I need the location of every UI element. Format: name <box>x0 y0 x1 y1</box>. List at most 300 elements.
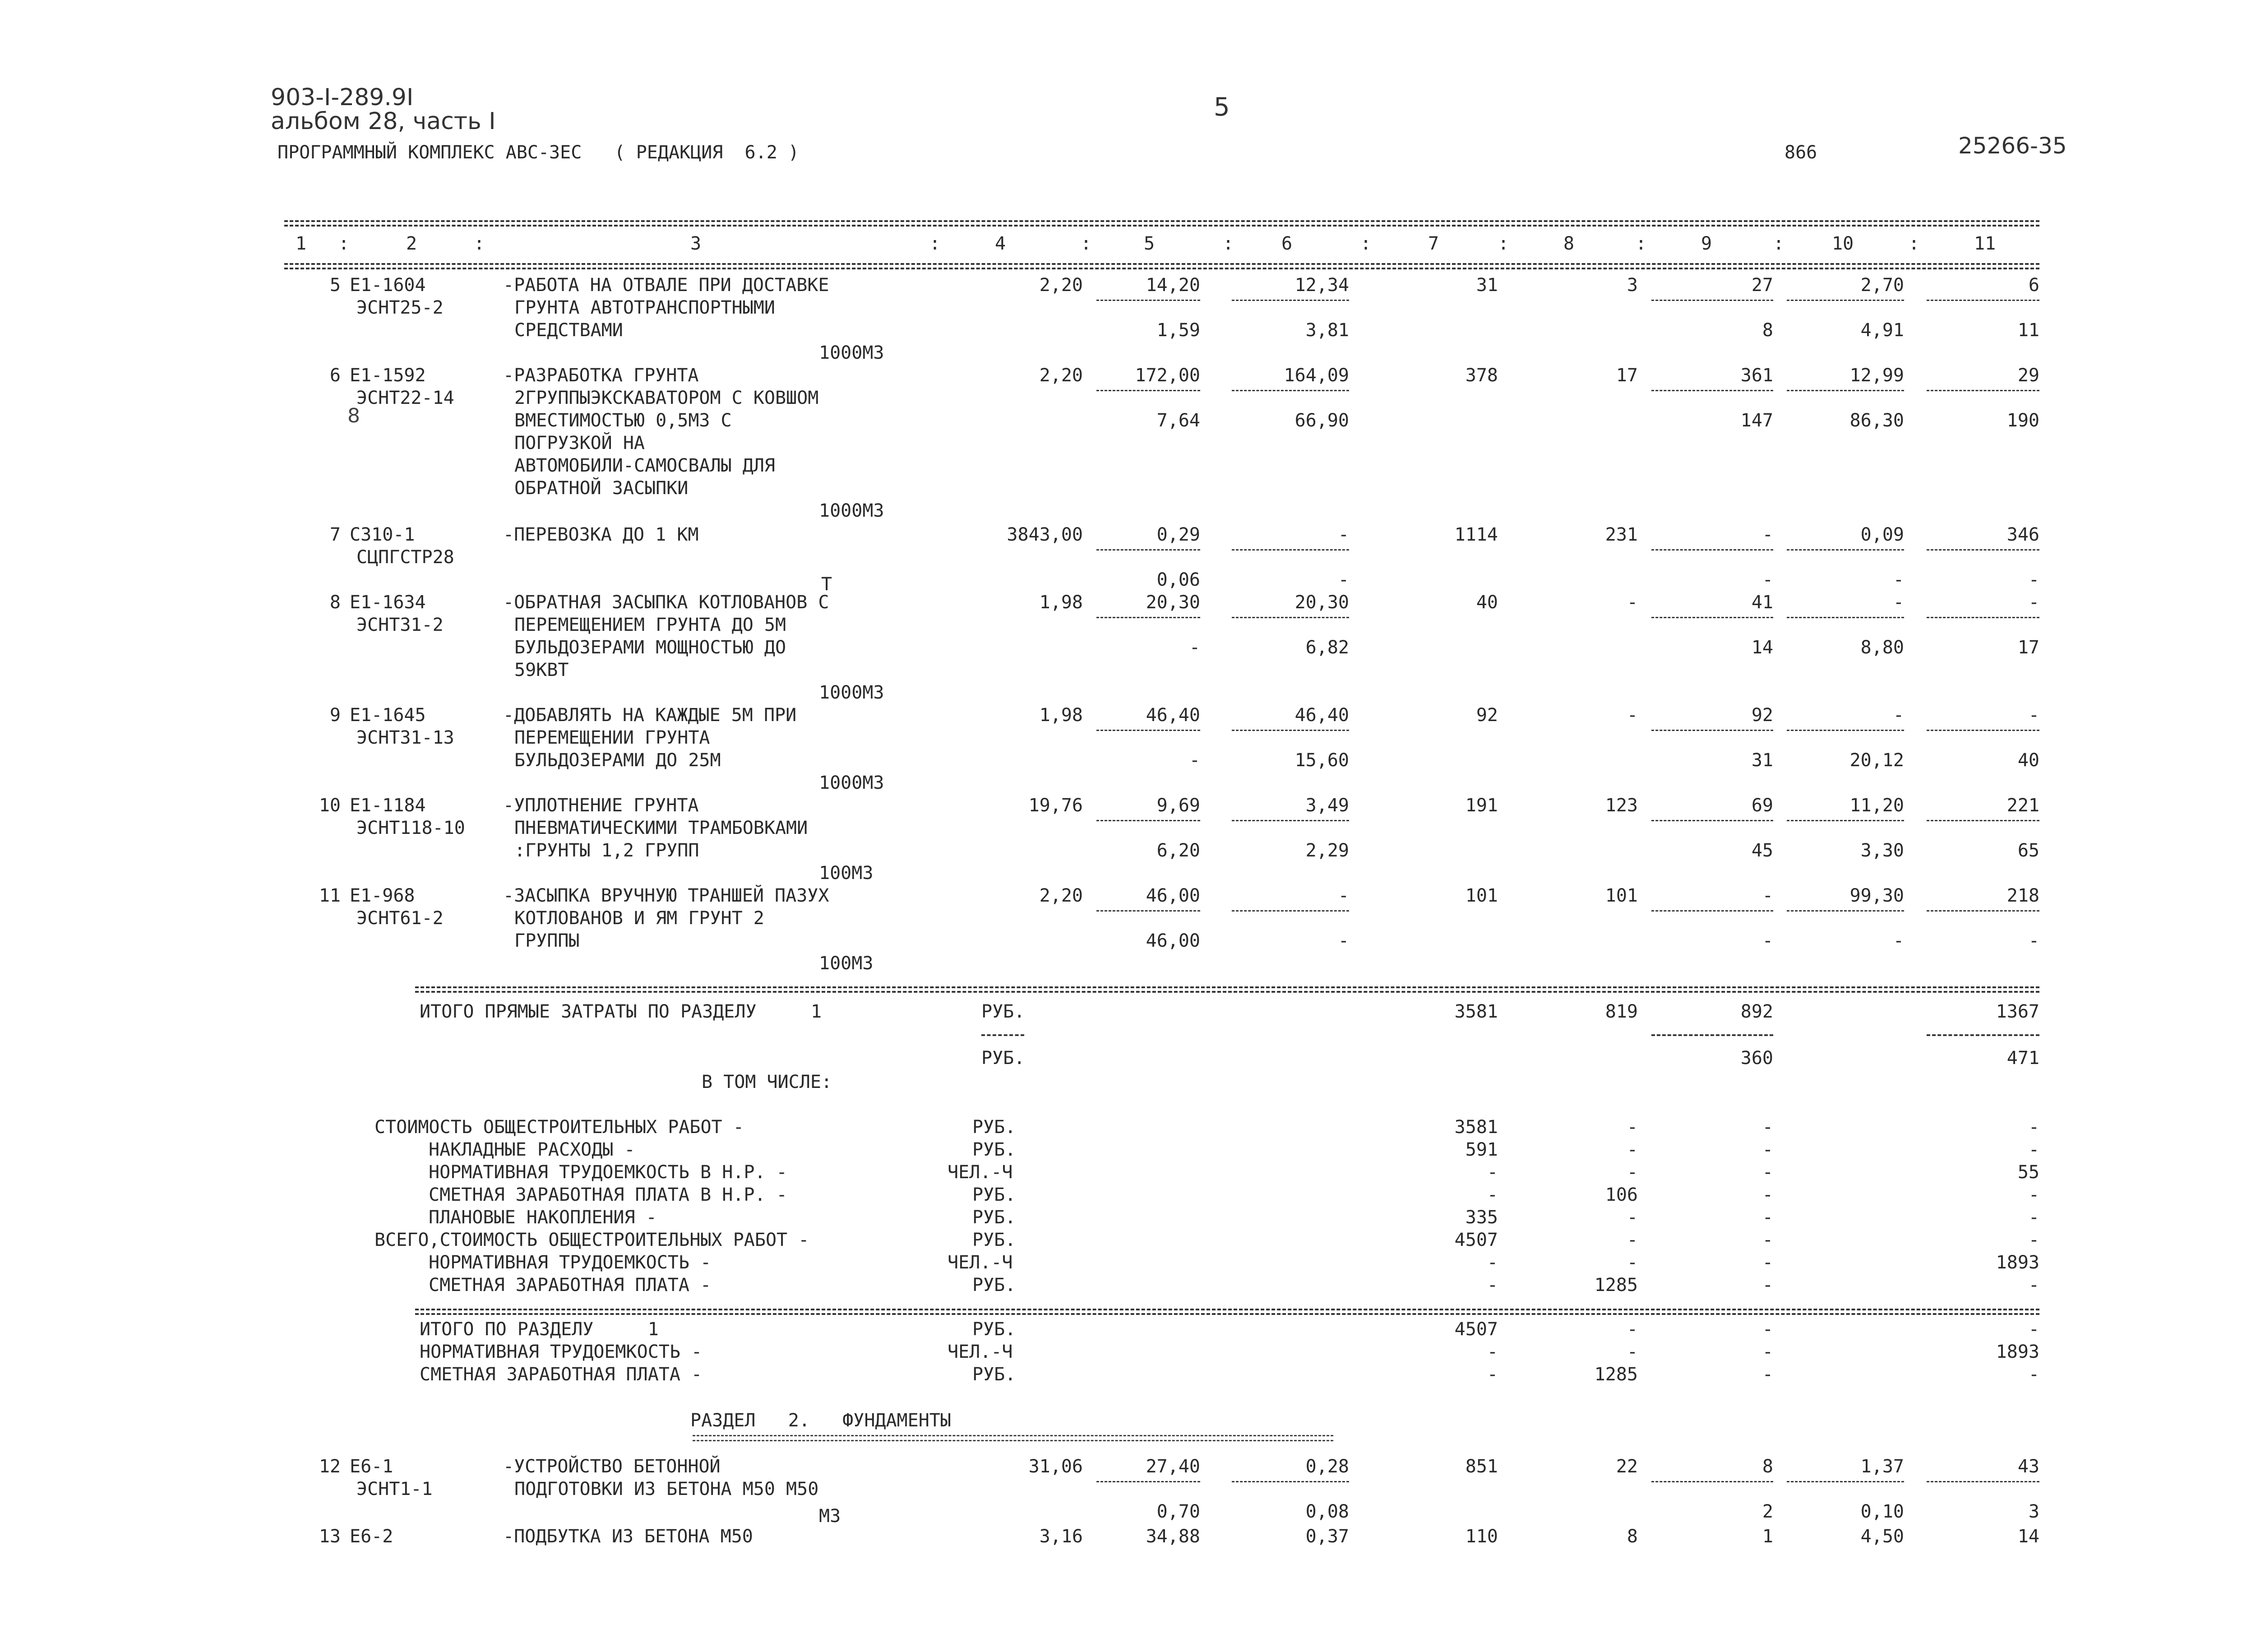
summary-c9: - <box>1762 1185 1773 1205</box>
work-description: БУЛЬДОЗЕРАМИ МОЩНОСТЬЮ ДО <box>514 637 786 658</box>
summary-c8: - <box>1627 1162 1638 1183</box>
direct-c11-underline <box>1927 1034 2039 1036</box>
col-header-6: 6 <box>1281 233 1293 254</box>
unit-measure: 100М3 <box>819 953 874 974</box>
value-c9a: - <box>1762 885 1773 906</box>
value-c8: 22 <box>1616 1456 1638 1477</box>
value-c6a: 46,40 <box>1294 705 1349 726</box>
summary-label: СМЕТНАЯ ЗАРАБОТНАЯ ПЛАТА В Н.Р. - <box>429 1185 787 1205</box>
summary-c8: - <box>1627 1342 1638 1362</box>
cell-divider <box>1096 617 1200 618</box>
value-c4: 1,98 <box>1039 592 1083 613</box>
value-c11a: 29 <box>2017 365 2039 386</box>
value-c10b: - <box>1893 930 1904 951</box>
value-c11b: 40 <box>2017 750 2039 771</box>
section-2-title-underline <box>693 1435 1333 1441</box>
value-c11b: 65 <box>2017 840 2039 861</box>
direct-costs-c7: 3581 <box>1454 1001 1498 1022</box>
summary-label: СМЕТНАЯ ЗАРАБОТНАЯ ПЛАТА - <box>429 1275 712 1296</box>
album-label: альбом 28, часть I <box>271 108 496 135</box>
value-c11a: 221 <box>2006 795 2039 816</box>
value-c6b: 3,81 <box>1305 320 1349 341</box>
cell-divider <box>1651 617 1773 618</box>
summary-c8: - <box>1627 1117 1638 1138</box>
value-c5a: 46,40 <box>1146 705 1200 726</box>
cell-divider <box>1651 820 1773 821</box>
value-c5a: 20,30 <box>1146 592 1200 613</box>
row-number: 8 <box>329 592 341 613</box>
section-total-rule-2 <box>415 1313 2039 1315</box>
summary-c8: 1285 <box>1594 1275 1638 1296</box>
cell-divider <box>1787 910 1904 912</box>
cell-divider <box>1927 1481 2039 1482</box>
value-c9a: 92 <box>1751 705 1773 726</box>
summary-c9: - <box>1762 1230 1773 1250</box>
summary-unit: РУБ. <box>972 1185 1016 1205</box>
value-c11b: - <box>2028 569 2039 590</box>
direct-c9-underline <box>1651 1034 1773 1036</box>
work-description: ВМЕСТИМОСТЬЮ 0,5М3 С <box>514 410 732 431</box>
summary-c9: - <box>1762 1207 1773 1228</box>
work-description: -ПЕРЕВОЗКА ДО 1 КМ <box>503 524 699 545</box>
col-sep: : <box>1909 233 1920 254</box>
handwritten-mark: 8 <box>347 404 360 427</box>
resource-code: Е1-1634 <box>350 592 426 613</box>
code-right: 25266-35 <box>1958 133 2067 159</box>
resource-code: Е1-1604 <box>350 275 426 296</box>
value-c11a: - <box>2028 592 2039 613</box>
value-c5a: 14,20 <box>1146 275 1200 296</box>
section-2-title: РАЗДЕЛ 2. ФУНДАМЕНТЫ <box>690 1410 951 1431</box>
value-c11b: 17 <box>2017 637 2039 658</box>
summary-c8: - <box>1627 1230 1638 1250</box>
direct-costs-unit-2: РУБ. <box>981 1048 1025 1069</box>
value-c7: 92 <box>1476 705 1498 726</box>
summary-c7: 4507 <box>1454 1230 1498 1250</box>
document-code: 903-I-289.9I <box>271 84 414 111</box>
value-c10a: 12,99 <box>1849 365 1904 386</box>
value-c4: 3,16 <box>1039 1526 1083 1547</box>
totals-rule-1 <box>415 986 2039 988</box>
summary-unit: ЧЕЛ.-Ч <box>948 1342 1013 1362</box>
cell-divider <box>1232 820 1349 821</box>
cell-divider <box>1787 1481 1904 1482</box>
summary-label: ИТОГО ПО РАЗДЕЛУ 1 <box>420 1319 659 1340</box>
cell-divider <box>1927 300 2039 301</box>
cell-divider <box>1927 390 2039 391</box>
work-description: ПЕРЕМЕЩЕНИЕМ ГРУНТА ДО 5М <box>514 615 786 635</box>
value-c9b: - <box>1762 930 1773 951</box>
summary-c11: - <box>2028 1230 2039 1250</box>
value-c10a: 1,37 <box>1860 1456 1904 1477</box>
value-c9b: 45 <box>1751 840 1773 861</box>
summary-label: СТОИМОСТЬ ОБЩЕСТРОИТЕЛЬНЫХ РАБОТ - <box>374 1117 744 1138</box>
resource-code: Е1-1592 <box>350 365 426 386</box>
value-c10b: 4,91 <box>1860 320 1904 341</box>
value-c6b: 2,29 <box>1305 840 1349 861</box>
value-c9a: 69 <box>1751 795 1773 816</box>
value-c11a: 346 <box>2006 524 2039 545</box>
value-c5a: 0,29 <box>1156 524 1200 545</box>
summary-label: НОРМАТИВНАЯ ТРУДОЕМКОСТЬ - <box>420 1342 703 1362</box>
cell-divider <box>1096 730 1200 731</box>
summary-unit: ЧЕЛ.-Ч <box>948 1252 1013 1273</box>
value-c9a: 361 <box>1740 365 1773 386</box>
cell-divider <box>1651 300 1773 301</box>
value-c11b: 190 <box>2006 410 2039 431</box>
cell-divider <box>1787 390 1904 391</box>
summary-c11: 1893 <box>1996 1252 2039 1273</box>
value-c10a: 2,70 <box>1860 275 1904 296</box>
norm-code: ЭСНТ25-2 <box>356 297 444 318</box>
col-sep: : <box>929 233 941 254</box>
norm-code: ЭСНТ61-2 <box>356 908 444 929</box>
unit-measure: М3 <box>819 1506 841 1527</box>
work-description: БУЛЬДОЗЕРАМИ ДО 25М <box>514 750 721 771</box>
direct-unit-underline <box>981 1034 1024 1036</box>
direct-costs-unit: РУБ. <box>981 1001 1025 1022</box>
cell-divider <box>1232 390 1349 391</box>
value-c8: - <box>1627 592 1638 613</box>
cell-divider <box>1232 730 1349 731</box>
summary-c7: - <box>1487 1364 1498 1385</box>
value-c7: 851 <box>1465 1456 1498 1477</box>
value-c4: 3843,00 <box>1007 524 1083 545</box>
unit-measure: Т <box>821 574 832 595</box>
value-c11b: - <box>2028 930 2039 951</box>
norm-code: ЭСНТ1-1 <box>356 1479 433 1499</box>
value-c5a: 9,69 <box>1156 795 1200 816</box>
summary-label: СМЕТНАЯ ЗАРАБОТНАЯ ПЛАТА - <box>420 1364 703 1385</box>
summary-c7: - <box>1487 1342 1498 1362</box>
value-c11a: 218 <box>2006 885 2039 906</box>
including-label: В ТОМ ЧИСЛЕ: <box>702 1072 832 1092</box>
value-c5b: 0,70 <box>1156 1501 1200 1522</box>
unit-measure: 1000М3 <box>819 682 884 703</box>
value-c8: 17 <box>1616 365 1638 386</box>
value-c10b: 0,10 <box>1860 1501 1904 1522</box>
work-description: -УПЛОТНЕНИЕ ГРУНТА <box>503 795 699 816</box>
work-description: ГРУНТА АВТОТРАНСПОРТНЫМИ <box>514 297 775 318</box>
value-c7: 101 <box>1465 885 1498 906</box>
work-description: -РАЗРАБОТКА ГРУНТА <box>503 365 699 386</box>
cell-divider <box>1232 549 1349 551</box>
summary-c11: - <box>2028 1139 2039 1160</box>
work-description: 59КВТ <box>514 660 569 680</box>
value-c6b: - <box>1338 569 1349 590</box>
value-c7: 378 <box>1465 365 1498 386</box>
col-header-10: 10 <box>1832 233 1854 254</box>
value-c8: 231 <box>1605 524 1638 545</box>
value-c6a: 3,49 <box>1305 795 1349 816</box>
value-c5b: 46,00 <box>1146 930 1200 951</box>
col-sep: : <box>474 233 485 254</box>
unit-measure: 1000М3 <box>819 342 884 363</box>
value-c8: - <box>1627 705 1638 726</box>
work-description: -ОБРАТНАЯ ЗАСЫПКА КОТЛОВАНОВ С <box>503 592 829 613</box>
summary-label: НАКЛАДНЫЕ РАСХОДЫ - <box>429 1139 635 1160</box>
col-sep: : <box>1636 233 1647 254</box>
value-c6a: 0,37 <box>1305 1526 1349 1547</box>
summary-c8: 1285 <box>1594 1364 1638 1385</box>
value-c6a: 12,34 <box>1294 275 1349 296</box>
summary-unit: РУБ. <box>972 1117 1016 1138</box>
value-c5a: 46,00 <box>1146 885 1200 906</box>
norm-code: СЦПГСТР28 <box>356 547 454 568</box>
summary-c8: - <box>1627 1319 1638 1340</box>
resource-code: С310-1 <box>350 524 415 545</box>
value-c9b: 8 <box>1762 320 1773 341</box>
work-description: ГРУППЫ <box>514 930 580 951</box>
summary-c7: - <box>1487 1275 1498 1296</box>
summary-label: ВСЕГО,СТОИМОСТЬ ОБЩЕСТРОИТЕЛЬНЫХ РАБОТ - <box>374 1230 809 1250</box>
work-description: ПОГРУЗКОЙ НА <box>514 433 645 453</box>
col-header-7: 7 <box>1428 233 1439 254</box>
row-number: 7 <box>329 524 341 545</box>
direct-costs-c9b: 360 <box>1740 1048 1773 1069</box>
value-c9b: 14 <box>1751 637 1773 658</box>
cell-divider <box>1232 617 1349 618</box>
header-rule-2 <box>284 268 2039 269</box>
value-c6b: 15,60 <box>1294 750 1349 771</box>
cell-divider <box>1927 617 2039 618</box>
direct-costs-label: ИТОГО ПРЯМЫЕ ЗАТРАТЫ ПО РАЗДЕЛУ 1 <box>420 1001 822 1022</box>
resource-code: Е1-968 <box>350 885 415 906</box>
page-number: 5 <box>1214 93 1230 122</box>
summary-c7: - <box>1487 1185 1498 1205</box>
summary-c9: - <box>1762 1139 1773 1160</box>
value-c6b: 6,82 <box>1305 637 1349 658</box>
cell-divider <box>1651 910 1773 912</box>
value-c10a: - <box>1893 592 1904 613</box>
cell-divider <box>1232 910 1349 912</box>
col-header-1: 1 <box>296 233 307 254</box>
value-c4: 19,76 <box>1028 795 1083 816</box>
summary-c8: - <box>1627 1207 1638 1228</box>
value-c10a: 11,20 <box>1849 795 1904 816</box>
cell-divider <box>1651 1481 1773 1482</box>
work-description: -РАБОТА НА ОТВАЛЕ ПРИ ДОСТАВКЕ <box>503 275 829 296</box>
value-c7: 191 <box>1465 795 1498 816</box>
value-c5a: 172,00 <box>1135 365 1200 386</box>
summary-c9: - <box>1762 1117 1773 1138</box>
col-header-5: 5 <box>1144 233 1155 254</box>
value-c8: 3 <box>1627 275 1638 296</box>
value-c9b: 147 <box>1740 410 1773 431</box>
row-number: 13 <box>319 1526 341 1547</box>
cell-divider <box>1096 1481 1200 1482</box>
value-c10a: 99,30 <box>1849 885 1904 906</box>
code-mid: 866 <box>1784 142 1817 163</box>
summary-c8: 106 <box>1605 1185 1638 1205</box>
value-c6a: - <box>1338 524 1349 545</box>
value-c8: 8 <box>1627 1526 1638 1547</box>
top-rule-1 <box>284 220 2039 222</box>
summary-c11: - <box>2028 1364 2039 1385</box>
cell-divider <box>1096 300 1200 301</box>
resource-code: Е1-1184 <box>350 795 426 816</box>
value-c6a: 164,09 <box>1284 365 1349 386</box>
work-description: :ГРУНТЫ 1,2 ГРУПП <box>514 840 699 861</box>
direct-costs-c11b: 471 <box>2006 1048 2039 1069</box>
work-description: АВТОМОБИЛИ-САМОСВАЛЫ ДЛЯ <box>514 455 775 476</box>
summary-unit: РУБ. <box>972 1230 1016 1250</box>
value-c9a: 8 <box>1762 1456 1773 1477</box>
value-c6a: 0,28 <box>1305 1456 1349 1477</box>
top-rule-2 <box>284 225 2039 227</box>
value-c5b: - <box>1189 750 1200 771</box>
work-description: СРЕДСТВАМИ <box>514 320 623 341</box>
summary-c11: 55 <box>2017 1162 2039 1183</box>
direct-costs-c9: 892 <box>1740 1001 1773 1022</box>
row-number: 10 <box>319 795 341 816</box>
summary-c11: - <box>2028 1117 2039 1138</box>
summary-c11: - <box>2028 1275 2039 1296</box>
summary-c8: - <box>1627 1252 1638 1273</box>
cell-divider <box>1927 820 2039 821</box>
col-sep: : <box>1498 233 1509 254</box>
row-number: 5 <box>329 275 341 296</box>
cell-divider <box>1096 910 1200 912</box>
summary-c7: 591 <box>1465 1139 1498 1160</box>
work-description: -УСТРОЙСТВО БЕТОННОЙ <box>503 1456 721 1477</box>
value-c11a: 14 <box>2017 1526 2039 1547</box>
work-description: -ЗАСЫПКА ВРУЧНУЮ ТРАНШЕЙ ПАЗУХ <box>503 885 829 906</box>
value-c11a: 43 <box>2017 1456 2039 1477</box>
totals-rule-2 <box>415 991 2039 993</box>
value-c7: 40 <box>1476 592 1498 613</box>
value-c5b: 0,06 <box>1156 569 1200 590</box>
unit-measure: 1000М3 <box>819 773 884 793</box>
summary-c11: 1893 <box>1996 1342 2039 1362</box>
summary-unit: РУБ. <box>972 1319 1016 1340</box>
summary-c9: - <box>1762 1162 1773 1183</box>
cell-divider <box>1096 549 1200 551</box>
cell-divider <box>1787 549 1904 551</box>
value-c5b: 6,20 <box>1156 840 1200 861</box>
value-c9b: 2 <box>1762 1501 1773 1522</box>
col-sep: : <box>1773 233 1784 254</box>
row-number: 11 <box>319 885 341 906</box>
direct-costs-c11: 1367 <box>1996 1001 2039 1022</box>
value-c10b: - <box>1893 569 1904 590</box>
cell-divider <box>1927 730 2039 731</box>
value-c6b: 66,90 <box>1294 410 1349 431</box>
summary-c7: 4507 <box>1454 1319 1498 1340</box>
work-description: КОТЛОВАНОВ И ЯМ ГРУНТ 2 <box>514 908 764 929</box>
value-c10b: 8,80 <box>1860 637 1904 658</box>
unit-measure: 1000М3 <box>819 500 884 521</box>
summary-c9: - <box>1762 1319 1773 1340</box>
cell-divider <box>1927 549 2039 551</box>
col-header-9: 9 <box>1701 233 1712 254</box>
summary-c7: 3581 <box>1454 1117 1498 1138</box>
value-c7: 110 <box>1465 1526 1498 1547</box>
value-c4: 2,20 <box>1039 885 1083 906</box>
value-c4: 31,06 <box>1028 1456 1083 1477</box>
unit-measure: 100М3 <box>819 863 874 884</box>
norm-code: ЭСНТ31-13 <box>356 727 454 748</box>
summary-label: ПЛАНОВЫЕ НАКОПЛЕНИЯ - <box>429 1207 657 1228</box>
direct-costs-c8: 819 <box>1605 1001 1638 1022</box>
value-c10a: - <box>1893 705 1904 726</box>
summary-c7: 335 <box>1465 1207 1498 1228</box>
resource-code: Е1-1645 <box>350 705 426 726</box>
value-c5b: 1,59 <box>1156 320 1200 341</box>
summary-c9: - <box>1762 1275 1773 1296</box>
col-sep: : <box>1223 233 1234 254</box>
value-c9a: 1 <box>1762 1526 1773 1547</box>
row-number: 9 <box>329 705 341 726</box>
summary-c7: - <box>1487 1162 1498 1183</box>
cell-divider <box>1787 300 1904 301</box>
value-c10a: 4,50 <box>1860 1526 1904 1547</box>
value-c7: 31 <box>1476 275 1498 296</box>
value-c7: 1114 <box>1454 524 1498 545</box>
value-c8: 123 <box>1605 795 1638 816</box>
cell-divider <box>1927 910 2039 912</box>
value-c4: 1,98 <box>1039 705 1083 726</box>
summary-c11: - <box>2028 1207 2039 1228</box>
summary-c8: - <box>1627 1139 1638 1160</box>
work-description: ПОДГОТОВКИ ИЗ БЕТОНА М50 М50 <box>514 1479 819 1499</box>
cell-divider <box>1232 300 1349 301</box>
value-c10b: 86,30 <box>1849 410 1904 431</box>
work-description: -ДОБАВЛЯТЬ НА КАЖДЫЕ 5М ПРИ <box>503 705 797 726</box>
summary-unit: ЧЕЛ.-Ч <box>948 1162 1013 1183</box>
norm-code: ЭСНТ118-10 <box>356 818 465 838</box>
value-c4: 2,20 <box>1039 275 1083 296</box>
cell-divider <box>1651 390 1773 391</box>
value-c5b: 7,64 <box>1156 410 1200 431</box>
summary-c9: - <box>1762 1364 1773 1385</box>
cell-divider <box>1787 730 1904 731</box>
norm-code: ЭСНТ31-2 <box>356 615 444 635</box>
cell-divider <box>1096 820 1200 821</box>
work-description: ПЕРЕМЕЩЕНИИ ГРУНТА <box>514 727 710 748</box>
cell-divider <box>1651 549 1773 551</box>
col-header-3: 3 <box>690 233 702 254</box>
value-c8: 101 <box>1605 885 1638 906</box>
cell-divider <box>1232 1481 1349 1482</box>
work-description: ОБРАТНОЙ ЗАСЫПКИ <box>514 478 689 499</box>
value-c10b: 20,12 <box>1849 750 1904 771</box>
col-header-2: 2 <box>406 233 417 254</box>
col-header-8: 8 <box>1563 233 1575 254</box>
value-c4: 2,20 <box>1039 365 1083 386</box>
value-c5a: 34,88 <box>1146 1526 1200 1547</box>
section-total-rule-1 <box>415 1309 2039 1310</box>
value-c9b: 31 <box>1751 750 1773 771</box>
summary-unit: РУБ. <box>972 1364 1016 1385</box>
summary-c9: - <box>1762 1342 1773 1362</box>
value-c6b: 0,08 <box>1305 1501 1349 1522</box>
summary-c11: - <box>2028 1185 2039 1205</box>
value-c5b: - <box>1189 637 1200 658</box>
summary-unit: РУБ. <box>972 1207 1016 1228</box>
summary-c7: - <box>1487 1252 1498 1273</box>
col-header-4: 4 <box>995 233 1006 254</box>
value-c9a: 41 <box>1751 592 1773 613</box>
value-c6b: - <box>1338 930 1349 951</box>
cell-divider <box>1787 820 1904 821</box>
work-description: -ПОДБУТКА ИЗ БЕТОНА М50 <box>503 1526 753 1547</box>
value-c11a: - <box>2028 705 2039 726</box>
col-sep: : <box>1360 233 1372 254</box>
col-sep: : <box>1081 233 1092 254</box>
work-description: ПНЕВМАТИЧЕСКИМИ ТРАМБОВКАМИ <box>514 818 808 838</box>
header-rule-1 <box>284 263 2039 265</box>
